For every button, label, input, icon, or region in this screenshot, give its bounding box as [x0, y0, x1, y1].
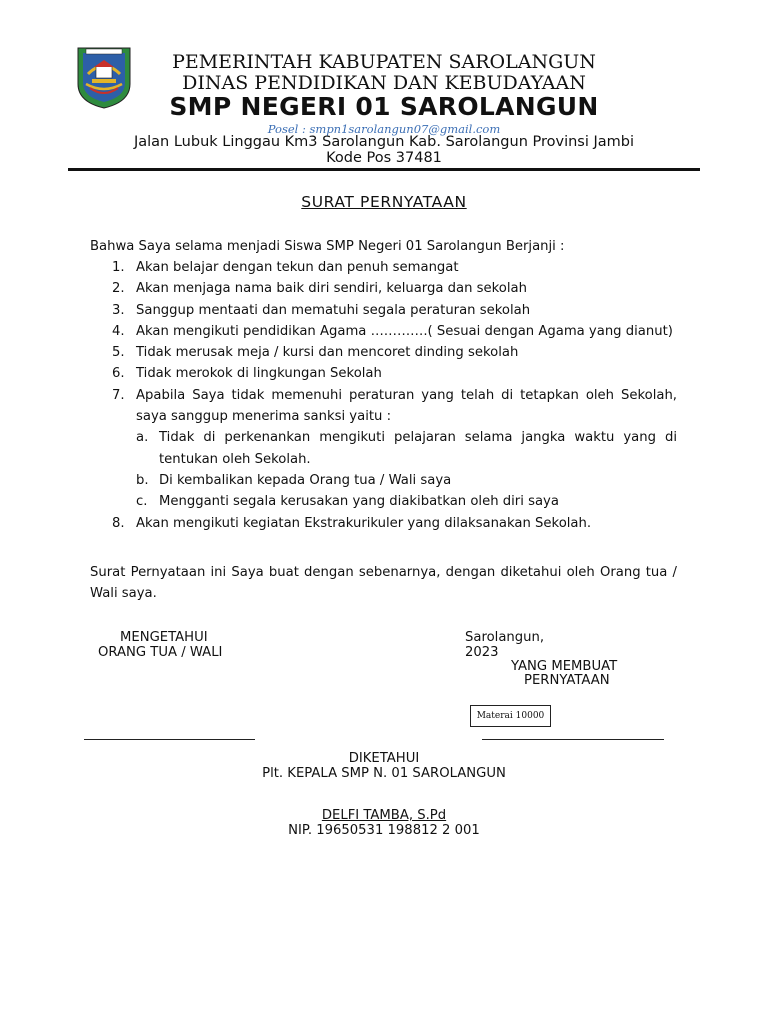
- list-text: Akan mengikuti kegiatan Ekstrakurikuler yang dilaksanakan Sekolah.: [136, 515, 592, 531]
- list-text: Tidak merokok di lingkungan Sekolah: [136, 366, 382, 382]
- principal-name: [0, 808, 768, 823]
- stamp-duty-box: Materai 10000: [470, 705, 551, 727]
- list-number: 6.: [112, 366, 125, 382]
- list-item: [90, 278, 677, 299]
- maker-label: YANG MEMBUAT: [511, 659, 618, 674]
- list-number: 7.: [112, 387, 125, 403]
- list-item: [90, 321, 677, 342]
- header-email: Posel : smpn1sarolangun07@gmail.com: [267, 122, 501, 136]
- sub-list-text: Tidak di perkenankan mengikuti pelajaran selama jangka waktu yang di tentukan oleh Sekolah.: [159, 430, 677, 467]
- sub-list-letter: a.: [136, 430, 149, 446]
- sub-list-text: Di kembalikan kepada Orang tua / Wali saya: [159, 472, 452, 488]
- list-item: [90, 257, 677, 278]
- signing-place: Sarolangun,: [465, 630, 545, 645]
- list-text: Apabila Saya tidak memenuhi peraturan yang telah di tetapkan oleh Sekolah, saya sanggup menerima sanksi yaitu :: [136, 387, 677, 425]
- principal-name-text: DELFI TAMBA, S.Pd: [321, 808, 447, 823]
- parent-acknowledge-label: MENGETAHUI: [120, 630, 208, 645]
- header-postal-code: Kode Pos 37481: [326, 150, 442, 166]
- document-title-text: SURAT PERNYATAAN: [301, 193, 467, 211]
- list-number: 1.: [112, 260, 125, 275]
- list-item: [90, 363, 677, 384]
- header-school-name: SMP NEGERI 01 SAROLANGUN: [169, 92, 599, 121]
- list-item: [90, 300, 677, 321]
- statement-label: PERNYATAAN: [524, 673, 610, 688]
- parent-guardian-label: ORANG TUA / WALI: [98, 645, 223, 660]
- sub-list-item: [136, 470, 677, 491]
- sub-list-item: [136, 427, 677, 470]
- sub-list-letter: c.: [136, 494, 148, 510]
- list-text: Akan menjaga nama baik diri sendiri, keluarga dan sekolah: [136, 281, 527, 297]
- parent-signature-line: [84, 739, 255, 740]
- document-title: [0, 192, 768, 212]
- list-text: Akan mengikuti pendidikan Agama ………….( Sesuai dengan Agama yang dianut): [136, 323, 673, 339]
- list-item: [90, 385, 677, 513]
- list-text: Akan belajar dengan tekun dan penuh semangat: [136, 260, 459, 275]
- sub-list-item: [136, 491, 677, 512]
- sub-list-letter: b.: [136, 472, 149, 488]
- list-number: 4.: [112, 323, 125, 339]
- list-number: 3.: [112, 302, 125, 318]
- list-number: 5.: [112, 345, 125, 361]
- header-department: DINAS PENDIDIKAN DAN KEBUDAYAAN: [182, 72, 586, 94]
- principal-title: Plt. KEPALA SMP N. 01 SAROLANGUN: [262, 766, 506, 781]
- statement-closing: Surat Pernyataan ini Saya buat dengan sebenarnya, dengan diketahui oleh Orang tua / Wali saya.: [90, 565, 677, 601]
- known-by-label: DIKETAHUI: [348, 751, 420, 766]
- list-item: [90, 513, 677, 534]
- signing-year: 2023: [465, 645, 499, 660]
- statement-intro: Bahwa Saya selama menjadi Siswa SMP Negeri 01 Sarolangun Berjanji :: [90, 239, 565, 254]
- sanction-list: [136, 427, 677, 512]
- header-government: PEMERINTAH KABUPATEN SAROLANGUN: [172, 51, 596, 73]
- pledge-list: [90, 257, 677, 534]
- list-number: 8.: [112, 515, 125, 531]
- list-number: 2.: [112, 281, 125, 297]
- list-text: Tidak merusak meja / kursi dan mencoret dinding sekolah: [136, 345, 519, 361]
- student-signature-line: [482, 739, 664, 740]
- list-text: Sanggup mentaati dan mematuhi segala peraturan sekolah: [136, 302, 531, 318]
- sub-list-text: Mengganti segala kerusakan yang diakibatkan oleh diri saya: [159, 494, 559, 510]
- principal-nip: NIP. 19650531 198812 2 001: [288, 823, 480, 838]
- header-address: Jalan Lubuk Linggau Km3 Sarolangun Kab. Sarolangun Provinsi Jambi: [133, 134, 635, 150]
- header-divider: [68, 168, 700, 171]
- list-item: [90, 342, 677, 363]
